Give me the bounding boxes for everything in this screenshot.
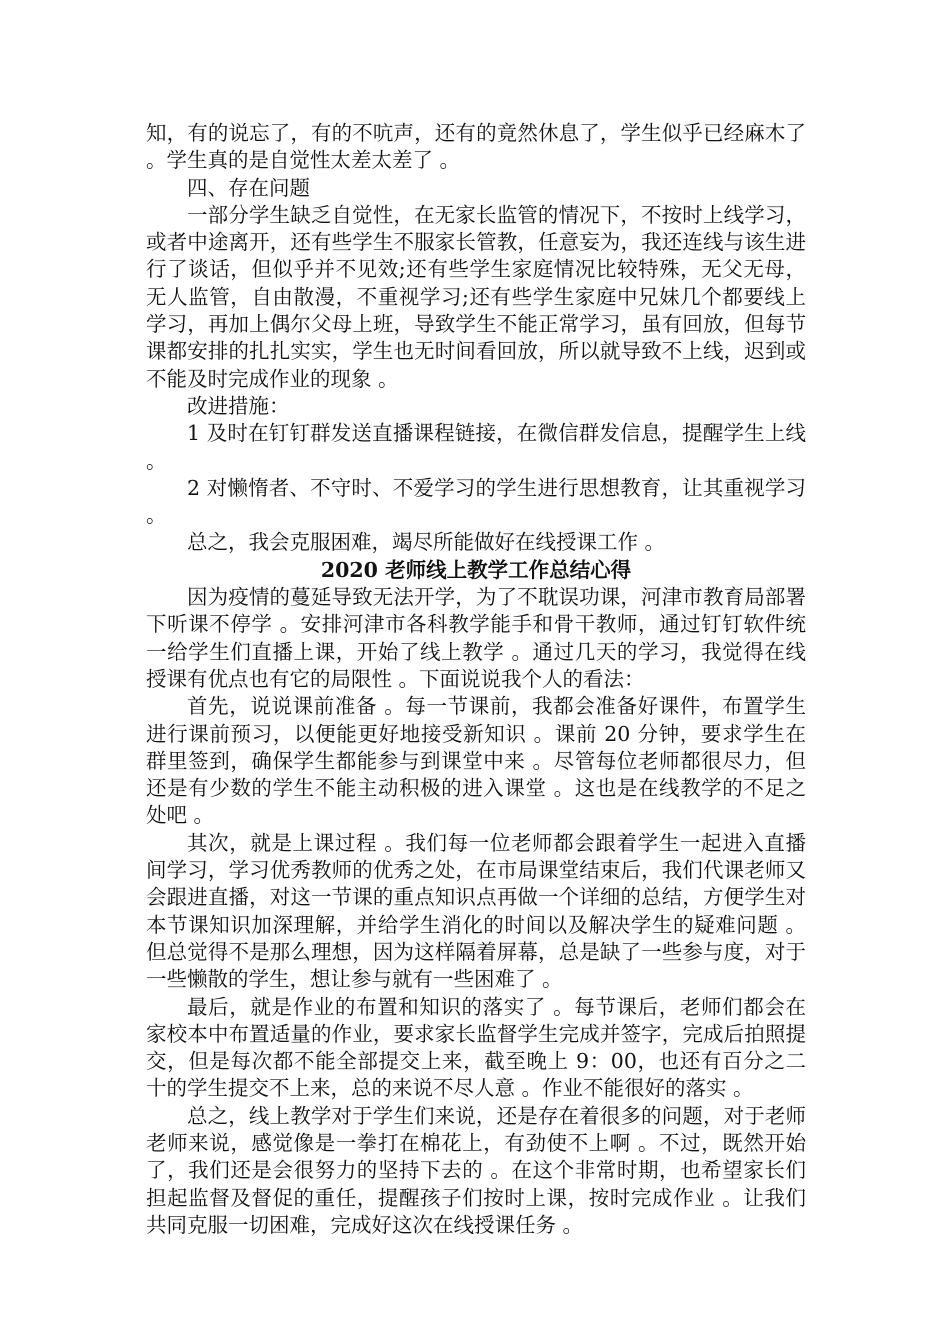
measure-item-1: 1 及时在钉钉群发送直播课程链接，在微信群发信息，提醒学生上线 。 [146,421,806,473]
paragraph-preparation: 首先，说说课前准备 。每一节课前，我都会准备好课件，布置学生进行课前预习，以便能更好地接受新知识 。课前 20 分钟，要求学生在群里签到，确保学生都能参与到课堂中来 。尽管每位老师都很尽力，但还是有少数的学生不能主动积极的进入课堂 。这也是在线教学的不足之处吧 。 [146,694,806,828]
paragraph-intro: 因为疫情的蔓延导致无法开学，为了不耽误功课，河津市教育局部署下听课不停学 。安排河津市各科教学能手和骨干教师，通过钉钉软件统一给学生们直播上课，开始了线上教学 。通过几天的学习，我觉得在线授课有优点也有它的局限性 。下面说说我个人的看法： [146,585,806,691]
paragraph-class-process: 其次，就是上课过程 。我们每一位老师都会跟着学生一起进入直播间学习，学习优秀教师的优秀之处，在市局课堂结束后，我们代课老师又会跟进直播，对这一节课的重点知识点再做一个详细的总结，方便学生对本节课知识加深理解，并给学生消化的时间以及解决学生的疑难问题 。但总觉得不是那么理想，因为这样隔着屏幕，总是缺了一些参与度，对于一些懒散的学生，想让参与就有一些困难了 。 [146,830,806,992]
measure-item-2: 2 对懒惰者、不守时、不爱学习的学生进行思想教育，让其重视学习 。 [146,475,806,528]
section-heading-measures: 改进措施： [187,393,290,418]
document-page [146,120,806,1239]
paragraph-conclusion-1: 总之，我会克服困难，竭尽所能做好在线授课工作 。 [187,530,666,555]
paragraph-continued: 知，有的说忘了，有的不吭声，还有的竟然休息了，学生似乎已经麻木了 。学生真的是自觉性太差太差了 。 [146,121,806,173]
article-title: 2020 老师线上教学工作总结心得 [320,557,632,582]
paragraph-homework: 最后，就是作业的布置和知识的落实了 。每节课后，老师们都会在家校本中布置适量的作业，要求家长监督学生完成并签字，完成后拍照提交，但是每次都不能全部提交上来，截至晚上 9：00，也还有百分之二十的学生提交不上来，总的来说不尽人意 。作业不能很好的落实 。 [146,994,806,1101]
paragraph-conclusion-2: 总之，线上教学对于学生们来说，还是存在着很多的问题，对于老师老师来说，感觉像是一拳打在棉花上，有劲使不上啊 。不过，既然开始了，我们还是会很努力的坚持下去的 。在这个非常时期，也希望家长们担起监督及督促的重任，提醒孩子们按时上课，按时完成作业 。让我们共同克服一切困难，完成好这次在线授课任务 。 [146,1103,806,1237]
paragraph-problems: 一部分学生缺乏自觉性，在无家长监管的情况下，不按时上线学习，或者中途离开，还有些学生不服家长管教，任意妄为，我还连线与该生进行了谈话，但似乎并不见效;还有些学生家庭情况比较特殊，无父无母，无人监管，自由散漫，不重视学习;还有些学生家庭中兄妹几个都要线上学习，再加上偶尔父母上班，导致学生不能正常学习，虽有回放，但每节课都安排的扎扎实实，学生也无时间看回放，所以就导致不上线，迟到或不能及时完成作业的现象 。 [146,202,806,391]
section-heading-problems: 四、存在问题 [187,175,310,200]
